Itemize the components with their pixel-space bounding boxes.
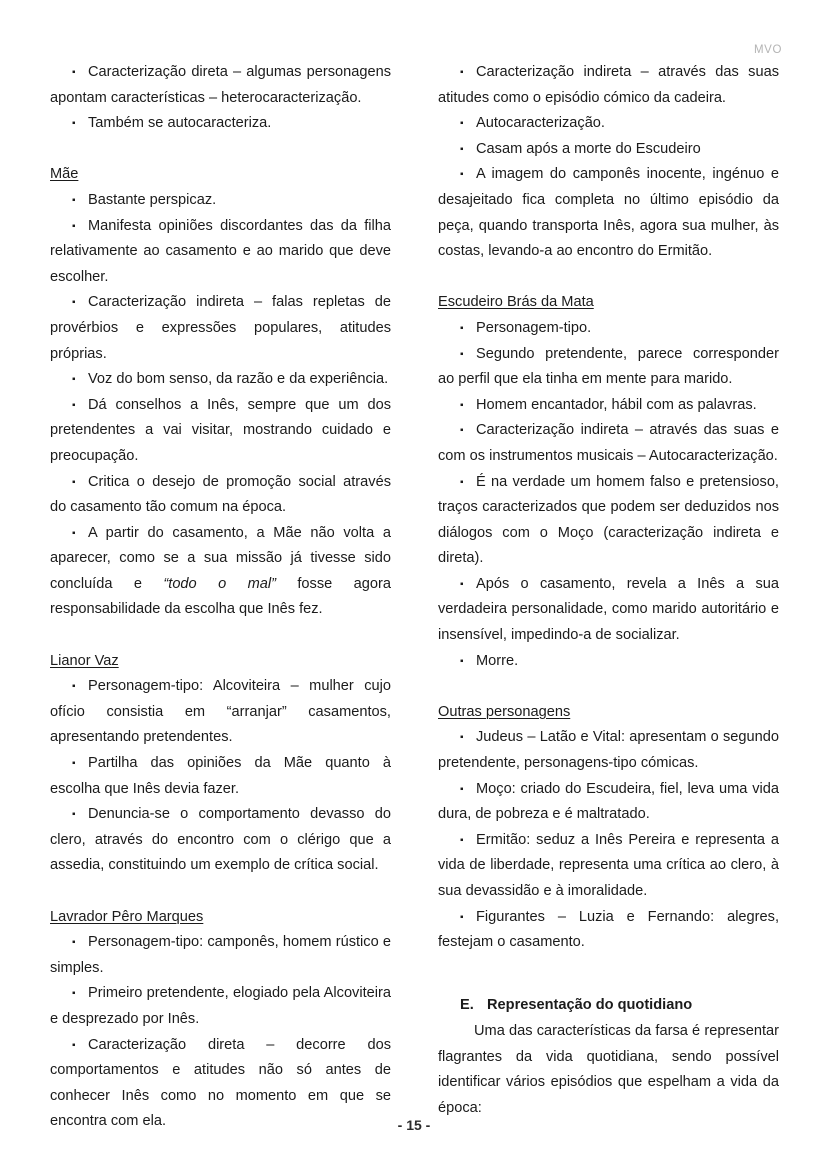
section-heading-letter: E. xyxy=(460,997,474,1014)
bullet-item-text: Personagem-tipo. xyxy=(476,319,592,336)
square-bullet-icon: ▪ xyxy=(460,322,464,334)
square-bullet-icon: ▪ xyxy=(460,425,464,437)
bullet-item xyxy=(50,393,391,470)
bullet-item xyxy=(438,137,779,163)
bullet-item-text: A imagem do camponês inocente, ingénuo e desajeitado fica completa no último episódio da peça, quando transporta Inês, agora sua mulher, às costas, levando-a ao encontro do Ermitão. xyxy=(438,166,779,260)
bullet-item-text xyxy=(50,525,391,618)
square-bullet-icon: ▪ xyxy=(72,297,76,309)
bullet-item-text: Manifesta opiniões discordantes das da filha relativamente ao casamento e ao marido que deve escolher. xyxy=(50,217,391,285)
square-bullet-icon: ▪ xyxy=(72,988,76,1000)
bullet-item-text: Ermitão: seduz a Inês Pereira e representa a vida de liberdade, representa uma crítica ao clero, à sua devassidão e à imoralidade. xyxy=(438,831,779,899)
bullet-item xyxy=(50,367,391,393)
document-body xyxy=(0,60,828,1135)
character-subheading: Mãe xyxy=(50,166,79,183)
bullet-item-text: Moço: criado do Escudeira, fiel, leva uma vida dura, de pobreza e é maltratado. xyxy=(438,780,779,823)
bullet-item-text: Morre. xyxy=(476,652,519,669)
bullet-item xyxy=(438,470,779,572)
bullet-item-text: Personagem-tipo: Alcoviteira – mulher cujo ofício consistia em “arranjar” casamentos, apresentando pretendentes. xyxy=(50,678,391,746)
square-bullet-icon: ▪ xyxy=(460,732,464,744)
vertical-spacer xyxy=(438,674,779,700)
bullet-item xyxy=(438,905,779,956)
square-bullet-icon: ▪ xyxy=(72,681,76,693)
square-bullet-icon: ▪ xyxy=(460,911,464,923)
bullet-item-text: Personagem-tipo: camponês, homem rústico e simples. xyxy=(50,934,391,976)
quoted-italic-phrase: “todo o mal” xyxy=(163,575,276,592)
bullet-item-text: Após o casamento, revela a Inês a sua verdadeira personalidade, como marido autoritário e insensível, impedindo-a de socializar. xyxy=(438,575,779,644)
character-subheading: Escudeiro Brás da Mata xyxy=(438,294,594,311)
bullet-item-text: Critica o desejo de promoção social através do casamento tão comum na época. xyxy=(50,473,391,516)
bullet-item-text: Caracterização indireta – falas repletas de provérbios e expressões populares, atitudes próprias. xyxy=(50,294,391,362)
character-subheading: Lianor Vaz xyxy=(50,652,119,669)
square-bullet-icon: ▪ xyxy=(460,67,464,78)
bullet-item xyxy=(50,188,391,214)
vertical-spacer xyxy=(438,265,779,291)
bullet-item xyxy=(50,470,391,521)
bullet-item xyxy=(50,930,391,981)
square-bullet-icon: ▪ xyxy=(72,399,76,411)
square-bullet-icon: ▪ xyxy=(460,578,464,590)
bullet-text-run: fosse agora responsabilidade da escolha que Inês fez. xyxy=(50,575,391,618)
bullet-item-text: Caracterização indireta – através das suas atitudes como o episódio cómico da cadeira. xyxy=(438,64,779,106)
vertical-spacer xyxy=(50,623,391,649)
square-bullet-icon: ▪ xyxy=(72,937,76,949)
square-bullet-icon: ▪ xyxy=(460,834,464,846)
bullet-item xyxy=(50,802,391,879)
bullet-item xyxy=(438,572,779,649)
character-subheading: Outras personagens xyxy=(438,703,571,720)
bullet-item xyxy=(50,674,391,751)
square-bullet-icon: ▪ xyxy=(460,399,464,411)
bullet-item xyxy=(438,828,779,905)
bullet-item-text: Segundo pretendente, parece corresponder ao perfil que ela tinha em mente para marido. xyxy=(438,345,779,388)
square-bullet-icon: ▪ xyxy=(72,374,76,386)
left-text-column xyxy=(50,60,391,1135)
square-bullet-icon: ▪ xyxy=(460,348,464,360)
bullet-item-text: Denuncia-se o comportamento devasso do clero, através do encontro com o clérigo que a assedia, constituindo um exemplo de crítica social. xyxy=(50,806,391,874)
vertical-spacer xyxy=(50,137,391,163)
bullet-item xyxy=(438,162,779,264)
vertical-spacer xyxy=(438,981,779,993)
character-subheading: Lavrador Pêro Marques xyxy=(50,908,204,925)
section-heading-text: Representação do quotidiano xyxy=(487,997,693,1014)
square-bullet-icon: ▪ xyxy=(460,169,464,181)
bullet-item xyxy=(50,290,391,367)
bullet-item-text: Bastante perspicaz. xyxy=(88,191,217,208)
square-bullet-icon: ▪ xyxy=(72,758,76,770)
square-bullet-icon: ▪ xyxy=(72,1039,76,1051)
bullet-item xyxy=(50,60,391,111)
bullet-item-text: É na verdade um homem falso e pretensioso, traços caracterizados que podem ser deduzidos nos diálogos com o Moço (caracterização indireta e direta). xyxy=(438,473,779,567)
bullet-item-text: Voz do bom senso, da razão e da experiência. xyxy=(88,371,389,388)
right-text-column xyxy=(438,60,779,1135)
square-bullet-icon: ▪ xyxy=(460,476,464,488)
bullet-item xyxy=(438,649,779,675)
bullet-item xyxy=(438,393,779,419)
bullet-item-text: Primeiro pretendente, elogiado pela Alcoviteira e desprezado por Inês. xyxy=(50,985,391,1027)
bullet-item-text: Também se autocaracteriza. xyxy=(88,115,272,132)
bullet-item xyxy=(438,316,779,342)
bullet-item xyxy=(50,111,391,137)
section-heading xyxy=(438,993,779,1019)
square-bullet-icon: ▪ xyxy=(72,220,76,232)
body-paragraph: Uma das características da farsa é representar flagrantes da vida quotidiana, sendo possível identificar vários episódios que espelham a vida da época: xyxy=(438,1022,779,1116)
square-bullet-icon: ▪ xyxy=(72,527,76,539)
square-bullet-icon: ▪ xyxy=(72,67,76,78)
bullet-item-text: Judeus – Latão e Vital: apresentam o segundo pretendente, personagens-tipo cómicas. xyxy=(438,729,779,772)
page-number: - 15 - xyxy=(397,1117,431,1133)
bullet-item xyxy=(50,981,391,1032)
bullet-text-run: A partir do casamento, a Mãe não volta a aparecer, como se a sua missão já tivesse sido concluída e xyxy=(50,524,391,592)
square-bullet-icon: ▪ xyxy=(72,476,76,488)
bullet-item-text: Partilha das opiniões da Mãe quanto à escolha que Inês devia fazer. xyxy=(50,755,391,797)
page-header-mark: MVO xyxy=(754,44,782,56)
bullet-item-text: Casam após a morte do Escudeiro xyxy=(476,140,701,157)
bullet-item xyxy=(438,777,779,828)
bullet-item-text: Caracterização direta – decorre dos comportamentos e atitudes não só antes de conhecer Inês como no momento em que se encontra com ela. xyxy=(50,1036,391,1130)
bullet-item-text: Figurantes – Luzia e Fernando: alegres, festejam o casamento. xyxy=(438,908,779,951)
square-bullet-icon: ▪ xyxy=(72,194,76,206)
bullet-item-text: Caracterização direta – algumas personagens apontam características – heterocaracterização. xyxy=(50,64,391,106)
bullet-item xyxy=(50,521,391,623)
vertical-spacer xyxy=(438,956,779,982)
bullet-item xyxy=(438,725,779,776)
square-bullet-icon: ▪ xyxy=(460,118,464,130)
bullet-item-text: Autocaracterização. xyxy=(476,115,605,132)
square-bullet-icon: ▪ xyxy=(460,783,464,795)
bullet-item-text: Homem encantador, hábil com as palavras. xyxy=(476,396,757,413)
bullet-item xyxy=(438,418,779,469)
vertical-spacer xyxy=(50,879,391,905)
bullet-item-text: Dá conselhos a Inês, sempre que um dos pretendentes a vai visitar, mostrando cuidado e preocupação. xyxy=(50,396,391,464)
bullet-item xyxy=(50,751,391,802)
bullet-item xyxy=(438,60,779,111)
bullet-item xyxy=(438,342,779,393)
bullet-item xyxy=(438,111,779,137)
square-bullet-icon: ▪ xyxy=(460,143,464,155)
square-bullet-icon: ▪ xyxy=(72,118,76,130)
square-bullet-icon: ▪ xyxy=(72,809,76,821)
bullet-item-text: Caracterização indireta – através das suas e com os instrumentos musicais – Autocaracterização. xyxy=(438,422,779,464)
square-bullet-icon: ▪ xyxy=(460,655,464,667)
bullet-item xyxy=(50,214,391,291)
